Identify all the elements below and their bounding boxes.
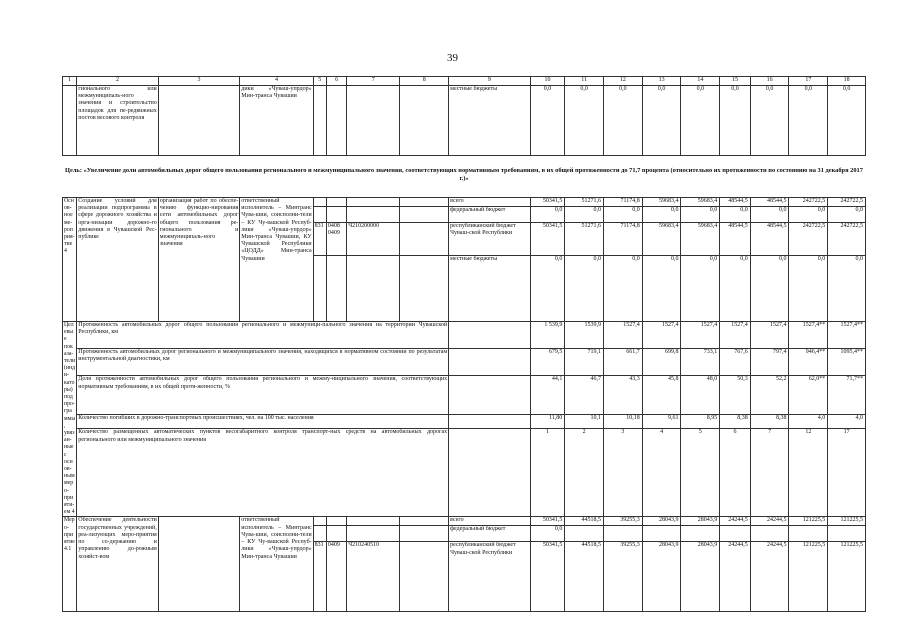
main-table (62, 197, 866, 612)
value-cell: 48,0 (681, 376, 720, 414)
target-row (63, 414, 866, 428)
column-number: 15 (720, 77, 751, 86)
value-cell: 48544,5 (720, 223, 751, 256)
column-number: 2 (77, 77, 159, 86)
event-name: Обеспечение деятельности государственных учреждений, реа-лизующих меро-приятия по со-держанию и управлению до-рожным хозяйст-вом (77, 517, 159, 612)
value-cell: 11,80 (530, 414, 565, 428)
column-number: 11 (565, 77, 604, 86)
value-cell: 0,0 (750, 86, 789, 156)
goal-statement: Цель: «Увеличение доли автомобильных дорог общего пользования регионального и межмуниципального значения, соответствующих нормативным требованиям, в их общей протяженности до 71,7 процента (относительно их протяженности по состоянию на 31 декабря 2017 г.)» (65, 167, 863, 182)
value-cell: 12 (789, 429, 828, 517)
target-name: Количество погибших в дорожно-транспортных происшествиях, чел. на 100 тыс. населения (77, 414, 449, 428)
value-cell: 59683,4 (681, 223, 720, 256)
value-cell: 0,0 (642, 86, 681, 156)
column-number: 16 (750, 77, 789, 86)
grbs-code: 831 (313, 542, 326, 612)
value-cell: 242722,5 (828, 198, 866, 207)
column-number: 3 (158, 77, 240, 86)
top-table (62, 76, 866, 156)
event-code: Меро-приятие 4.1 (63, 517, 77, 612)
value-cell: 1539,9 (565, 322, 604, 349)
value-cell: 797,4 (750, 349, 789, 376)
value-cell: 242722,5 (789, 223, 828, 256)
column-number: 1 (63, 77, 77, 86)
value-cell: 46,7 (565, 376, 604, 414)
value-cell: 59683,4 (642, 198, 681, 207)
value-cell: 48544,5 (750, 198, 789, 207)
value-cell: 24244,5 (720, 542, 751, 612)
value-cell: 7 (750, 429, 789, 517)
value-cell: 50341,5 (530, 198, 565, 207)
value-cell: 946,4** (789, 349, 828, 376)
value-cell: 0,0 (681, 86, 720, 156)
column-number: 5 (313, 77, 326, 86)
value-cell: 59683,4 (642, 223, 681, 256)
column-number: 13 (642, 77, 681, 86)
value-cell: 0,0 (750, 207, 789, 223)
value-cell: 71174,8 (604, 223, 643, 256)
value-cell: 6 (720, 429, 751, 517)
target-row (63, 376, 866, 414)
value-cell: 1527,4 (642, 322, 681, 349)
value-cell: 44,1 (530, 376, 565, 414)
column-number: 10 (530, 77, 565, 86)
value-cell: 733,1 (681, 349, 720, 376)
funding-source: федеральный бюджет (449, 207, 531, 223)
column-number-row (63, 77, 866, 86)
value-cell: 661,7 (604, 349, 643, 376)
value-cell: 0,0 (604, 207, 643, 223)
value-cell: 9,61 (642, 414, 681, 428)
value-cell: 1527,4 (750, 322, 789, 349)
value-cell: 0,0 (720, 256, 751, 322)
funding-source: местные бюджеты (449, 256, 531, 322)
value-cell: 4 (642, 429, 681, 517)
value-cell: 719,1 (565, 349, 604, 376)
value-cell: 0,0 (789, 256, 828, 322)
value-cell: 4,0 (789, 414, 828, 428)
value-cell: 43,3 (604, 376, 643, 414)
value-cell: 121225,5 (828, 517, 866, 526)
value-cell: 28043,9 (681, 542, 720, 612)
funding-source: всего (449, 198, 531, 207)
value-cell: 679,5 (530, 349, 565, 376)
value-cell: 0,0 (530, 526, 565, 542)
value-cell: 48544,5 (750, 223, 789, 256)
page-number: 39 (447, 52, 458, 64)
value-cell: 0,0 (720, 86, 751, 156)
column-number: 7 (347, 77, 400, 86)
value-cell: 71,7** (828, 376, 866, 414)
value-cell: 62,0** (789, 376, 828, 414)
value-cell: 17 (828, 429, 866, 517)
continuation-row (63, 86, 866, 156)
value-cell: 0,0 (530, 256, 565, 322)
csr-code: Ч210240510 (347, 542, 400, 612)
target-row (63, 349, 866, 376)
column-number: 6 (326, 77, 346, 86)
value-cell: 8,95 (681, 414, 720, 428)
executor: ответственный исполнитель – Минтранс Чува-шии, соисполни-тели – КУ Чу-вашской Респуб-лики «Чуваш-упрдор» Мин-транса Чувашии, КУ Чувашской Республики «ЦОДД» Мин-транса Чувашии (240, 198, 313, 322)
value-cell: 0,0 (642, 207, 681, 223)
value-cell: 0,0 (789, 207, 828, 223)
value-cell: 71174,8 (604, 198, 643, 207)
event-code: Основ-ное ме-роприя-тие 4 (63, 198, 77, 322)
value-cell: 0,0 (565, 86, 604, 156)
column-number: 18 (828, 77, 866, 86)
funding-source: федеральный бюджет (449, 526, 531, 542)
value-cell: 44518,5 (565, 542, 604, 612)
value-cell: 0,0 (828, 256, 866, 322)
rzpr-code: 0408 0409 (326, 223, 346, 256)
value-cell: 59683,4 (681, 198, 720, 207)
value-cell: 767,6 (720, 349, 751, 376)
value-cell: 242722,5 (828, 223, 866, 256)
value-cell: 0,0 (565, 256, 604, 322)
value-cell: 0,0 (720, 207, 751, 223)
event-name: Создание условий для реализации подпрограммы в сфере дорожного хозяйства и орга-низации дорожно-го движения в Чувашской Рес-публике (77, 198, 159, 322)
value-cell: 0,0 (604, 256, 643, 322)
value-cell: 44518,5 (565, 517, 604, 526)
funding-source: местные бюджеты (449, 86, 531, 156)
value-cell: 50,3 (720, 376, 751, 414)
funding-source: республиканский бюджет Чуваш-ской Республики (449, 223, 531, 256)
target-row (63, 429, 866, 517)
event-task: организация работ по обеспе-чению функцио-нирования сети автомобильных дорог общего пользования ре-гионального и межмуниципаль-ного значения (158, 198, 240, 322)
value-cell: 2 (565, 429, 604, 517)
target-name: Протяженность автомобильных дорог регионального и межмуниципального значения, находящихся в нормативном состоянии по результатам инструментальной диагностики, км (77, 349, 449, 376)
value-cell: 8,38 (750, 414, 789, 428)
event-name: гионального или межмуниципаль-ного значения и строительство площадок для пе-редвижных постов весового контроля (77, 86, 159, 156)
value-cell: 1527,4 (604, 322, 643, 349)
rzpr-code: 0409 (326, 542, 346, 612)
value-cell: 24244,5 (750, 542, 789, 612)
value-cell: 121225,5 (828, 542, 866, 612)
value-cell: 4,0 (828, 414, 866, 428)
value-cell: 121225,5 (789, 542, 828, 612)
value-cell: 28043,9 (642, 542, 681, 612)
value-cell: 0,0 (642, 256, 681, 322)
value-cell: 1095,4** (828, 349, 866, 376)
event41-row-total (63, 517, 866, 526)
value-cell: 0,0 (789, 86, 828, 156)
value-cell: 51271,6 (565, 223, 604, 256)
value-cell: 10,18 (604, 414, 643, 428)
targets-label: Целевые показа-тели (инди-каторы) подпро-граммы, увязан-ные с основ-ным меро-прияти-ем 4 (64, 322, 76, 516)
column-number: 8 (400, 77, 449, 86)
value-cell: 1527,4** (789, 322, 828, 349)
value-cell: 0,0 (828, 86, 866, 156)
value-cell: 52,2 (750, 376, 789, 414)
value-cell: 0,0 (828, 207, 866, 223)
value-cell: 39255,3 (604, 517, 643, 526)
value-cell: 242722,5 (789, 198, 828, 207)
executor: ответственный исполнитель – Минтранс Чува-шии, соисполни-тели – КУ Чу-вашской Респуб-лики «Чуваш-упрдор» Мин-транса Чувашии (240, 517, 313, 612)
value-cell: 1527,4 (720, 322, 751, 349)
value-cell: 10,1 (565, 414, 604, 428)
value-cell: 24244,5 (720, 517, 751, 526)
funding-source: всего (449, 517, 531, 526)
value-cell: 0,0 (750, 256, 789, 322)
value-cell: 3 (604, 429, 643, 517)
value-cell: 50341,5 (530, 542, 565, 612)
event4-row-total (63, 198, 866, 207)
value-cell: 1 539,9 (530, 322, 565, 349)
value-cell: 24244,5 (750, 517, 789, 526)
value-cell: 0,0 (565, 207, 604, 223)
target-row (63, 322, 866, 349)
value-cell: 45,8 (642, 376, 681, 414)
column-number: 17 (789, 77, 828, 86)
column-number: 4 (240, 77, 313, 86)
value-cell: 1527,4 (681, 322, 720, 349)
value-cell: 48544,5 (720, 198, 751, 207)
value-cell: 1 (530, 429, 565, 517)
target-name: Доля протяженности автомобильных дорог общего пользования регионального и межму-ниципального значения, соответствующих нормативным требованиям, в их общей протя-женности, % (77, 376, 449, 414)
value-cell: 0,0 (530, 86, 565, 156)
column-number: 9 (449, 77, 531, 86)
value-cell: 0,0 (604, 86, 643, 156)
value-cell: 39255,3 (604, 542, 643, 612)
column-number: 12 (604, 77, 643, 86)
target-name: Количество размещенных автоматических пунктов весогабаритного контроля транспорт-ных средств на автомобильных дорогах регионального или межмуниципального значения (77, 429, 449, 517)
value-cell: 50341,5 (530, 517, 565, 526)
value-cell: 0,0 (681, 256, 720, 322)
funding-source: республиканский бюджет Чуваш-ской Республики (449, 542, 531, 612)
value-cell: 121225,5 (789, 517, 828, 526)
target-name: Протяженность автомобильных дорог общего пользования регионального и межмуници-пального значения на территории Чувашской Республики, км (77, 322, 449, 349)
value-cell: 0,0 (681, 207, 720, 223)
value-cell: 1527,4** (828, 322, 866, 349)
value-cell: 28043,9 (642, 517, 681, 526)
value-cell: 699,8 (642, 349, 681, 376)
value-cell: 5 (681, 429, 720, 517)
value-cell: 8,38 (720, 414, 751, 428)
grbs-code: 831 (313, 223, 326, 256)
executor: дики «Чуваш-упрдор» Мин-транса Чувашии (240, 86, 313, 156)
value-cell: 28043,9 (681, 517, 720, 526)
csr-code: Ч210200000 (347, 223, 400, 256)
column-number: 14 (681, 77, 720, 86)
value-cell: 51271,6 (565, 198, 604, 207)
value-cell: 50341,5 (530, 223, 565, 256)
value-cell: 0,0 (530, 207, 565, 223)
